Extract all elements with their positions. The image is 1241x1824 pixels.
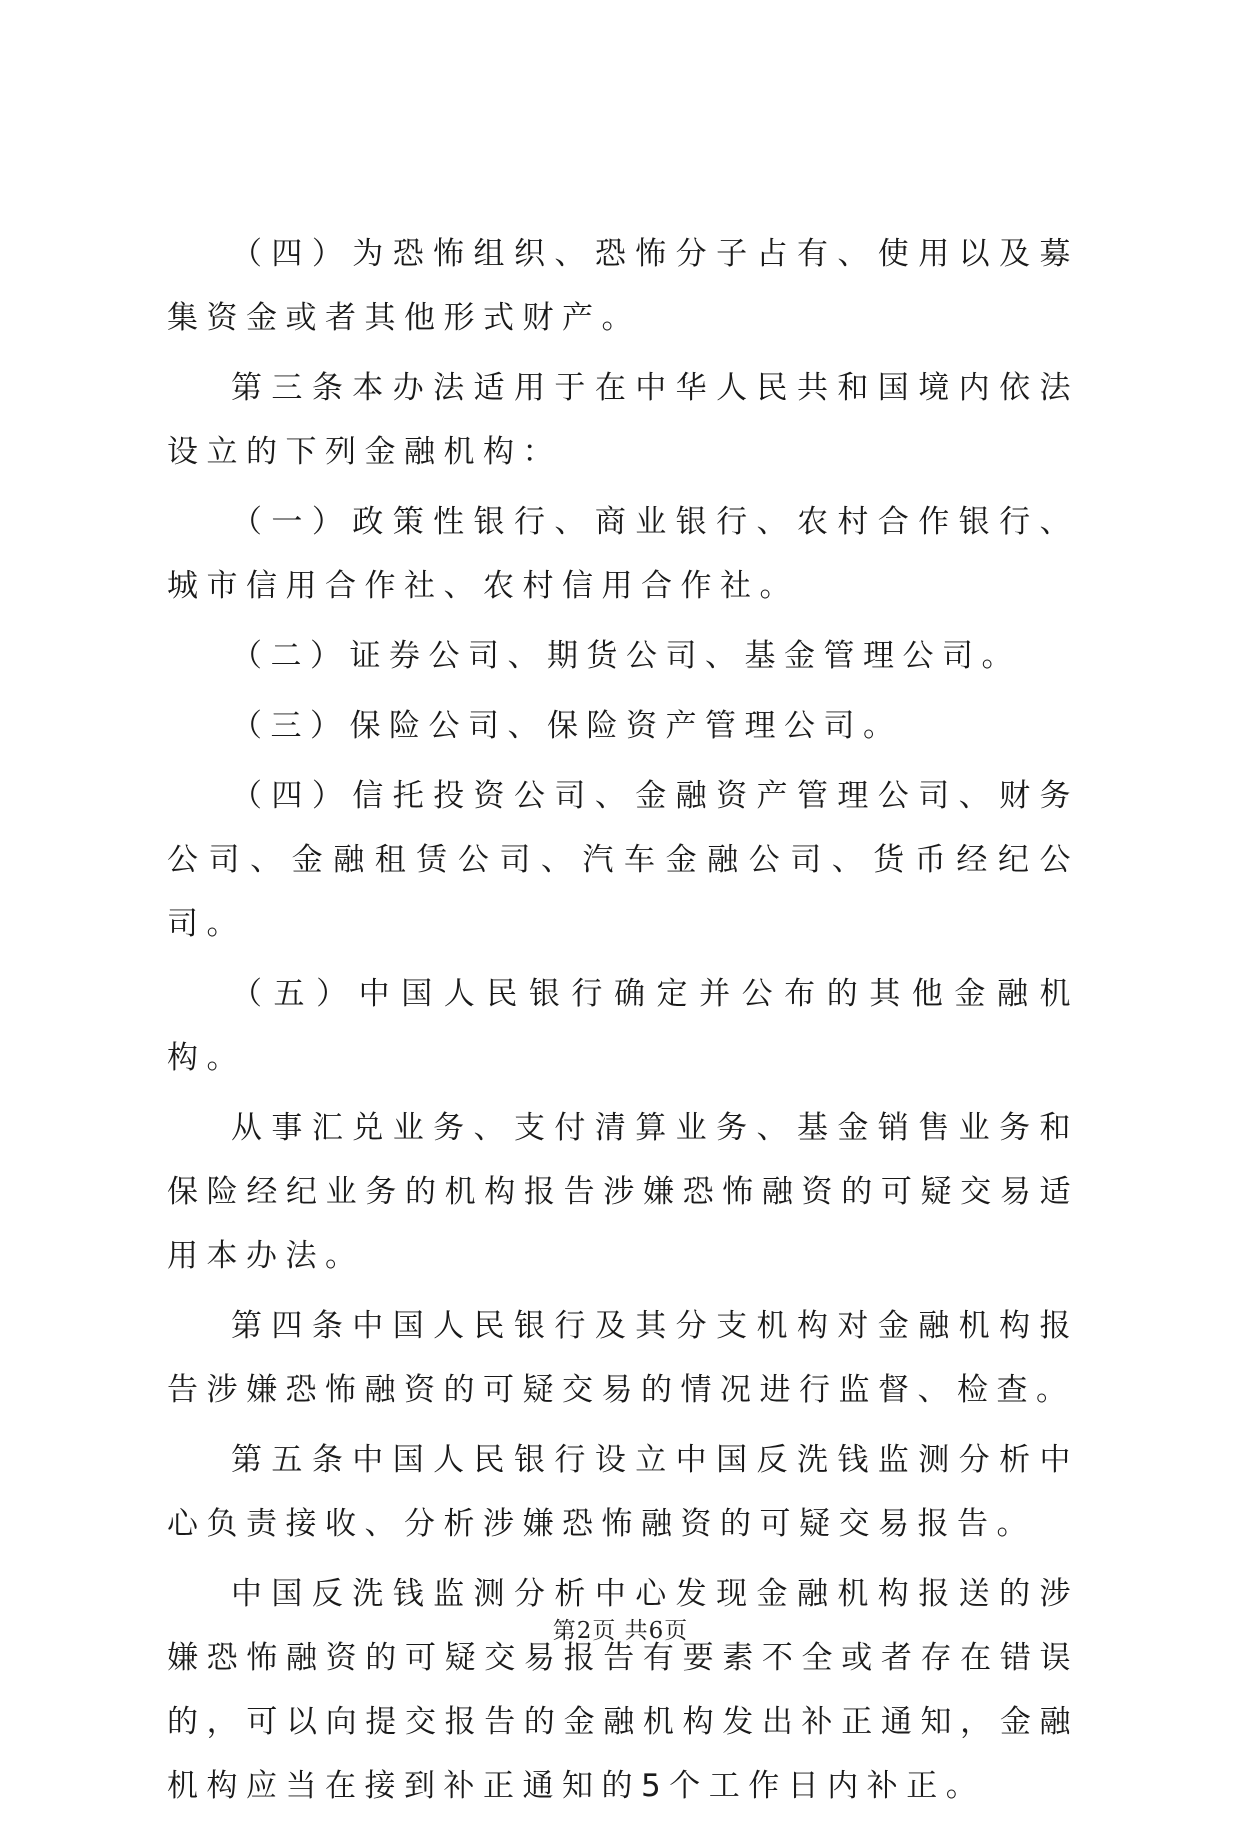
paragraph-article-5: 第五条中国人民银行设立中国反洗钱监测分析中心负责接收、分析涉嫌恐怖融资的可疑交易报告。 [167, 1442, 1079, 1542]
paragraph-article-4: 第四条中国人民银行及其分支机构对金融机构报告涉嫌恐怖融资的可疑交易的情况进行监督、检查。 [167, 1308, 1079, 1408]
paragraph-remittance-scope: 从事汇兑业务、支付清算业务、基金销售业务和保险经纪业务的机构报告涉嫌恐怖融资的可疑交易适用本办法。 [167, 1110, 1079, 1274]
paragraph-item-3-insurance: （三）保险公司、保险资产管理公司。 [231, 708, 903, 744]
paragraph-article-3: 第三条本办法适用于在中华人民共和国境内依法设立的下列金融机构： [167, 370, 1079, 470]
paragraph-item-5-other: （五）中国人民银行确定并公布的其他金融机构。 [167, 976, 1079, 1076]
paragraph-item-2-securities: （二）证券公司、期货公司、基金管理公司。 [231, 638, 1021, 674]
paragraph-item-4-terror-funds: （四）为恐怖组织、恐怖分子占有、使用以及募集资金或者其他形式财产。 [167, 236, 1079, 336]
paragraph-item-4-trust: （四）信托投资公司、金融资产管理公司、财务公司、金融租赁公司、汽车金融公司、货币经纪公司。 [167, 778, 1079, 942]
document-body [167, 222, 1079, 1824]
paragraph-correction-notice: 中国反洗钱监测分析中心发现金融机构报送的涉嫌恐怖融资的可疑交易报告有要素不全或者存在错误的，可以向提交报告的金融机构发出补正通知，金融机构应当在接到补正通知的5个工作日内补正。 [167, 1576, 1079, 1804]
page-number-footer: 第2页 共6页 [552, 1618, 689, 1644]
paragraph-item-1-banks: （一）政策性银行、商业银行、农村合作银行、城市信用合作社、农村信用合作社。 [167, 504, 1079, 604]
